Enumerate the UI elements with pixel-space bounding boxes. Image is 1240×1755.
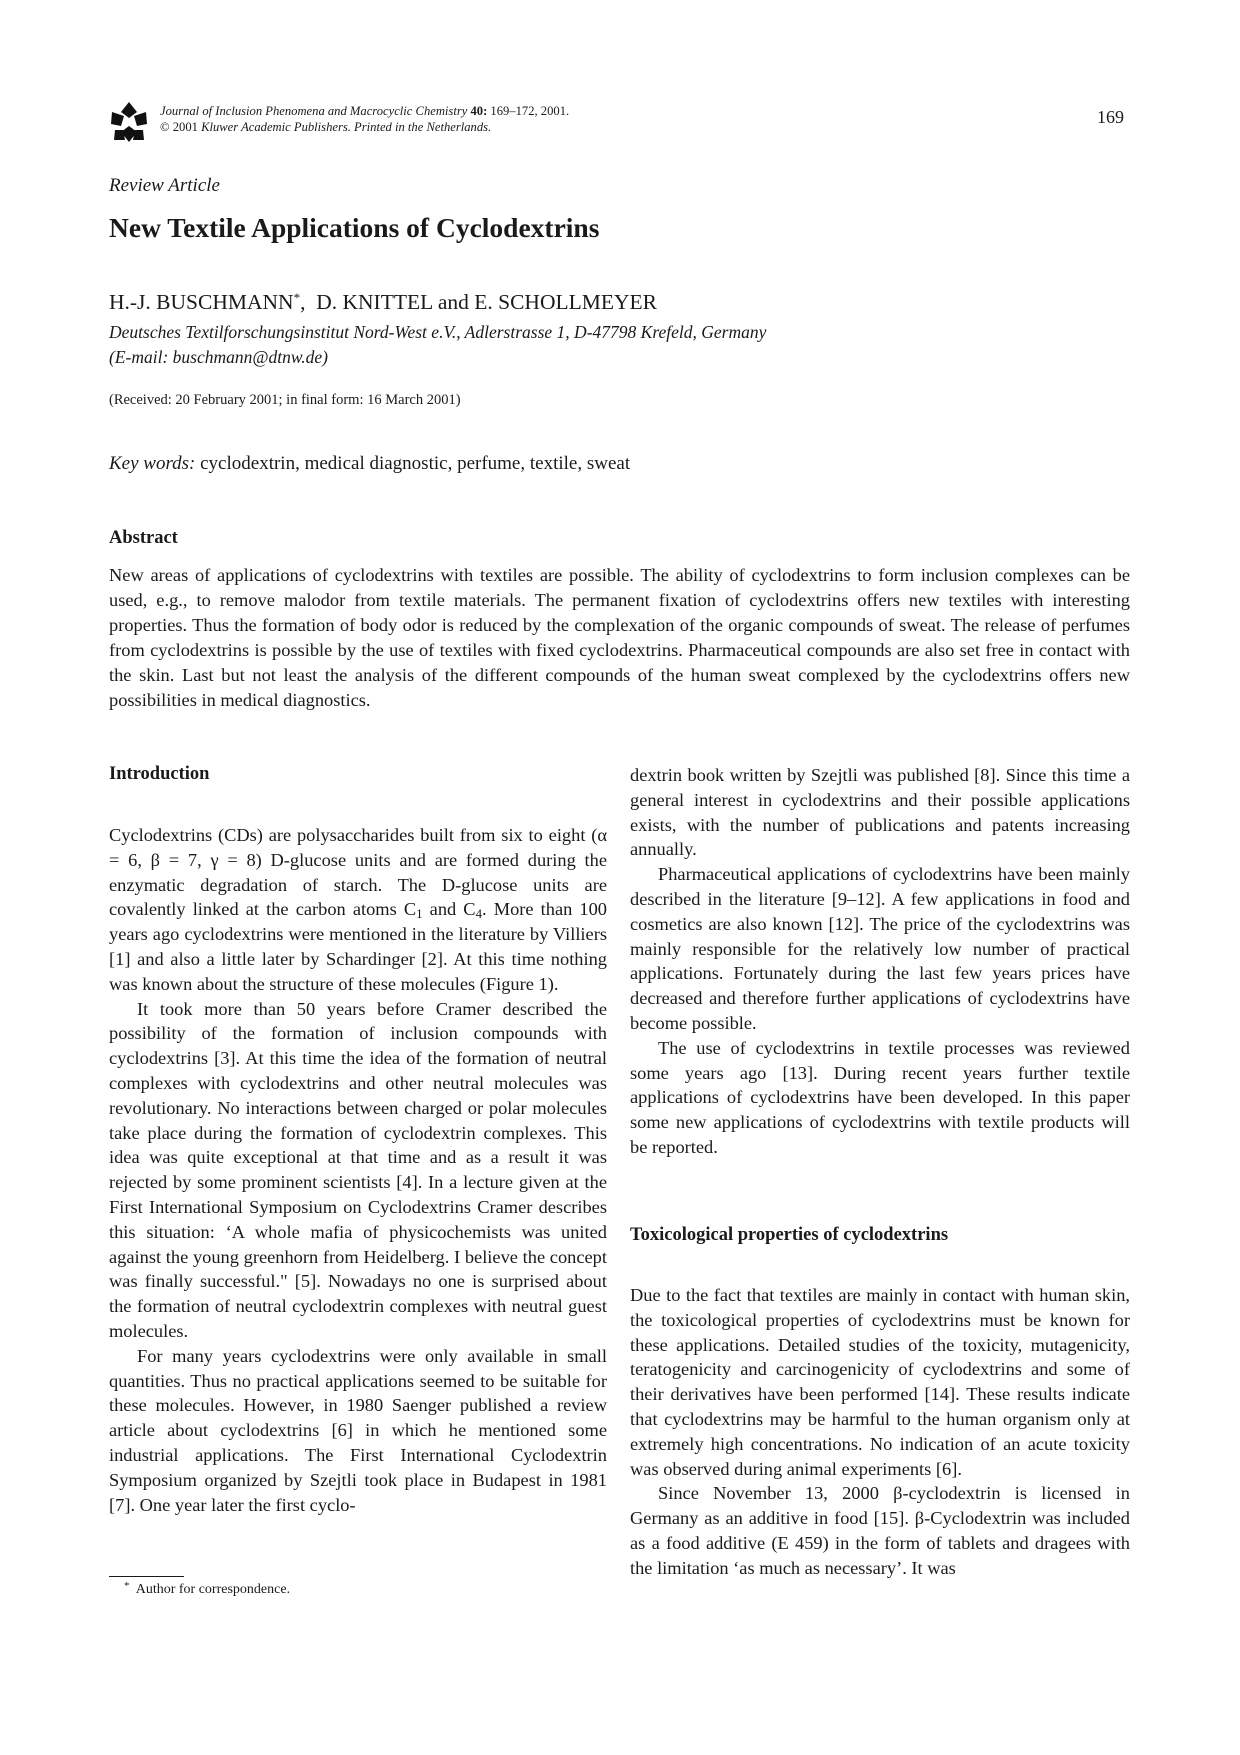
footnote-mark: * [124, 1580, 130, 1592]
keywords-label: Key words: [109, 453, 196, 474]
kluwer-logo-icon [110, 100, 148, 144]
affiliation [109, 320, 766, 370]
right-column-top [630, 763, 1130, 1160]
left-column [109, 823, 607, 1517]
toxicology-paragraph-1: Due to the fact that textiles are mainly in contact with human skin, the toxicological properties of cyclodextrins must be known for these applications. Detailed studies of the toxicity, mutagenicity, teratogenicity and carcinogenicity of cyclodextrins and some of their derivatives have been performed [14]. These results indicate that cyclodextrins may be harmful to the human organism only at extremely high concentrations. No indication of an acute toxicity was observed during animal experiments [6]. [630, 1285, 1130, 1479]
intro-paragraph-1: Cyclodextrins (CDs) are polysaccharides built from six to eight (α = 6, β = 7, γ = 8) D-glucose units and are formed during the enzymatic degradation of starch. The D-glucose units are covalently linked at the carbon atoms $C_1$ and $C_4$. More than 100 years ago cyclodextrins were mentioned in the literature by Villiers [1] and also a little later by Schardinger [2]. At this time nothing was known about the structure of these molecules (Figure 1). [109, 825, 607, 994]
intro-paragraph-2: It took more than 50 years before Cramer described the possibility of the formation of inclusion compounds with cyclodextrins [3]. At this time the idea of the formation of neutral complexes with cyclodextrins and other neutral molecules was revolutionary. No interactions between charged or polar molecules take place during the formation of cyclodextrin complexes. This idea was quite exceptional at that time and as a result it was rejected by some prominent scientists [4]. In a lecture given at the First International Symposium on Cyclodextrins Cramer describes this situation: ‘A whole mafia of physicochemists was united against the young greenhorn from Heidelberg. I believe the concept was finally successful." [5]. Nowadays no one is surprised about the formation of neutral cyclodextrin complexes with neutral guest molecules. [109, 998, 607, 1341]
author-1: H.-J. BUSCHMANN [109, 290, 294, 314]
journal-pages: 169–172, 2001. [490, 104, 570, 118]
received-dates: (Received: 20 February 2001; in final form: 16 March 2001) [109, 392, 461, 408]
article-title: New Textile Applications of Cyclodextrins [109, 212, 600, 243]
publisher: Kluwer Academic Publishers. Printed in the Netherlands. [201, 120, 492, 134]
right-column-bottom [630, 1283, 1130, 1581]
introduction-heading: Introduction [109, 764, 210, 784]
toxicology-heading: Toxicological properties of cyclodextrins [630, 1225, 949, 1245]
author-list: H.-J. BUSCHMANN*, D. KNITTEL and E. SCHOLLMEYER [109, 290, 657, 314]
intro-paragraph-4: Pharmaceutical applications of cyclodextrins have been mainly described in the literature [9–12]. A few applications in food and cosmetics are also known [12]. The price of the cyclodextrins was mainly responsible for the relatively low number of practical applications. Fortunately during the last few years prices have decreased and therefore further applications of cyclodextrins have become possible. [630, 864, 1130, 1033]
journal-volume: 40: [470, 104, 488, 118]
intro-paragraph-3: For many years cyclodextrins were only available in small quantities. Thus no practical applications seemed to be suitable for these molecules. However, in 1980 Saenger published a review article about cyclodextrins [6] in which he mentioned some industrial applications. The First International Cyclodextrin Symposium organized by Szejtli took place in Budapest in 1981 [7]. One year later the first cyclo- [109, 1345, 607, 1515]
intro-paragraph-3-cont: dextrin book written by Szejtli was published [8]. Since this time a general interest in cyclodextrins and their possible applications exists, with the number of publications and patents increasing annually. [630, 765, 1130, 860]
keywords [109, 453, 630, 475]
email-line: (E-mail: buschmann@dtnw.de) [109, 347, 328, 367]
journal-citation [160, 103, 569, 135]
section-label: Review Article [109, 175, 220, 196]
affiliation-line: Deutsches Textilforschungsinstitut Nord-West e.V., Adlerstrasse 1, D-47798 Krefeld, Germany [109, 322, 767, 342]
abstract-text: New areas of applications of cyclodextrins with textiles are possible. The ability of cyclodextrins to form inclusion complexes can be used, e.g., to remove malodor from textile materials. The permanent fixation of cyclodextrins offers new textiles with interesting properties. Thus the formation of body odor is reduced by the complexation of the organic compounds of sweat. The release of perfumes from cyclodextrins is possible by the use of textiles with fixed cyclodextrins. Pharmaceutical compounds are also set free in contact with the skin. Last but not least the analysis of the different compounds of the human sweat complexed by the cyclodextrins offers new possibilities in medical diagnostics. [109, 565, 1130, 710]
footnote-rule [109, 1576, 184, 1577]
author-3: E. SCHOLLMEYER [474, 290, 657, 314]
author-2: D. KNITTEL [316, 290, 433, 314]
copyright-symbol: © [160, 120, 170, 134]
intro-paragraph-5: The use of cyclodextrins in textile processes was reviewed some years ago [13]. During recent years further textile applications of cyclodextrins have been developed. In this paper some new applications of cyclodextrins with textile products will be reported. [630, 1037, 1130, 1157]
author-conj: and [437, 290, 469, 314]
toxicology-paragraph-2: Since November 13, 2000 β-cyclodextrin is licensed in Germany as an additive in food [15]. β-Cyclodextrin was included as a food additive (E 459) in the form of tablets and dragees with the limitation ‘as much as necessary’. It was [630, 1483, 1130, 1578]
keywords-list: cyclodextrin, medical diagnostic, perfume, textile, sweat [200, 453, 631, 474]
footnote [124, 1582, 290, 1598]
abstract-heading: Abstract [109, 528, 178, 548]
copyright-year: 2001 [172, 120, 198, 134]
footnote-text: Author for correspondence. [135, 1582, 291, 1597]
journal-name: Journal of Inclusion Phenomena and Macrocyclic Chemistry [160, 104, 468, 118]
author-mark: * [293, 290, 301, 305]
page-number: 169 [1097, 107, 1124, 127]
